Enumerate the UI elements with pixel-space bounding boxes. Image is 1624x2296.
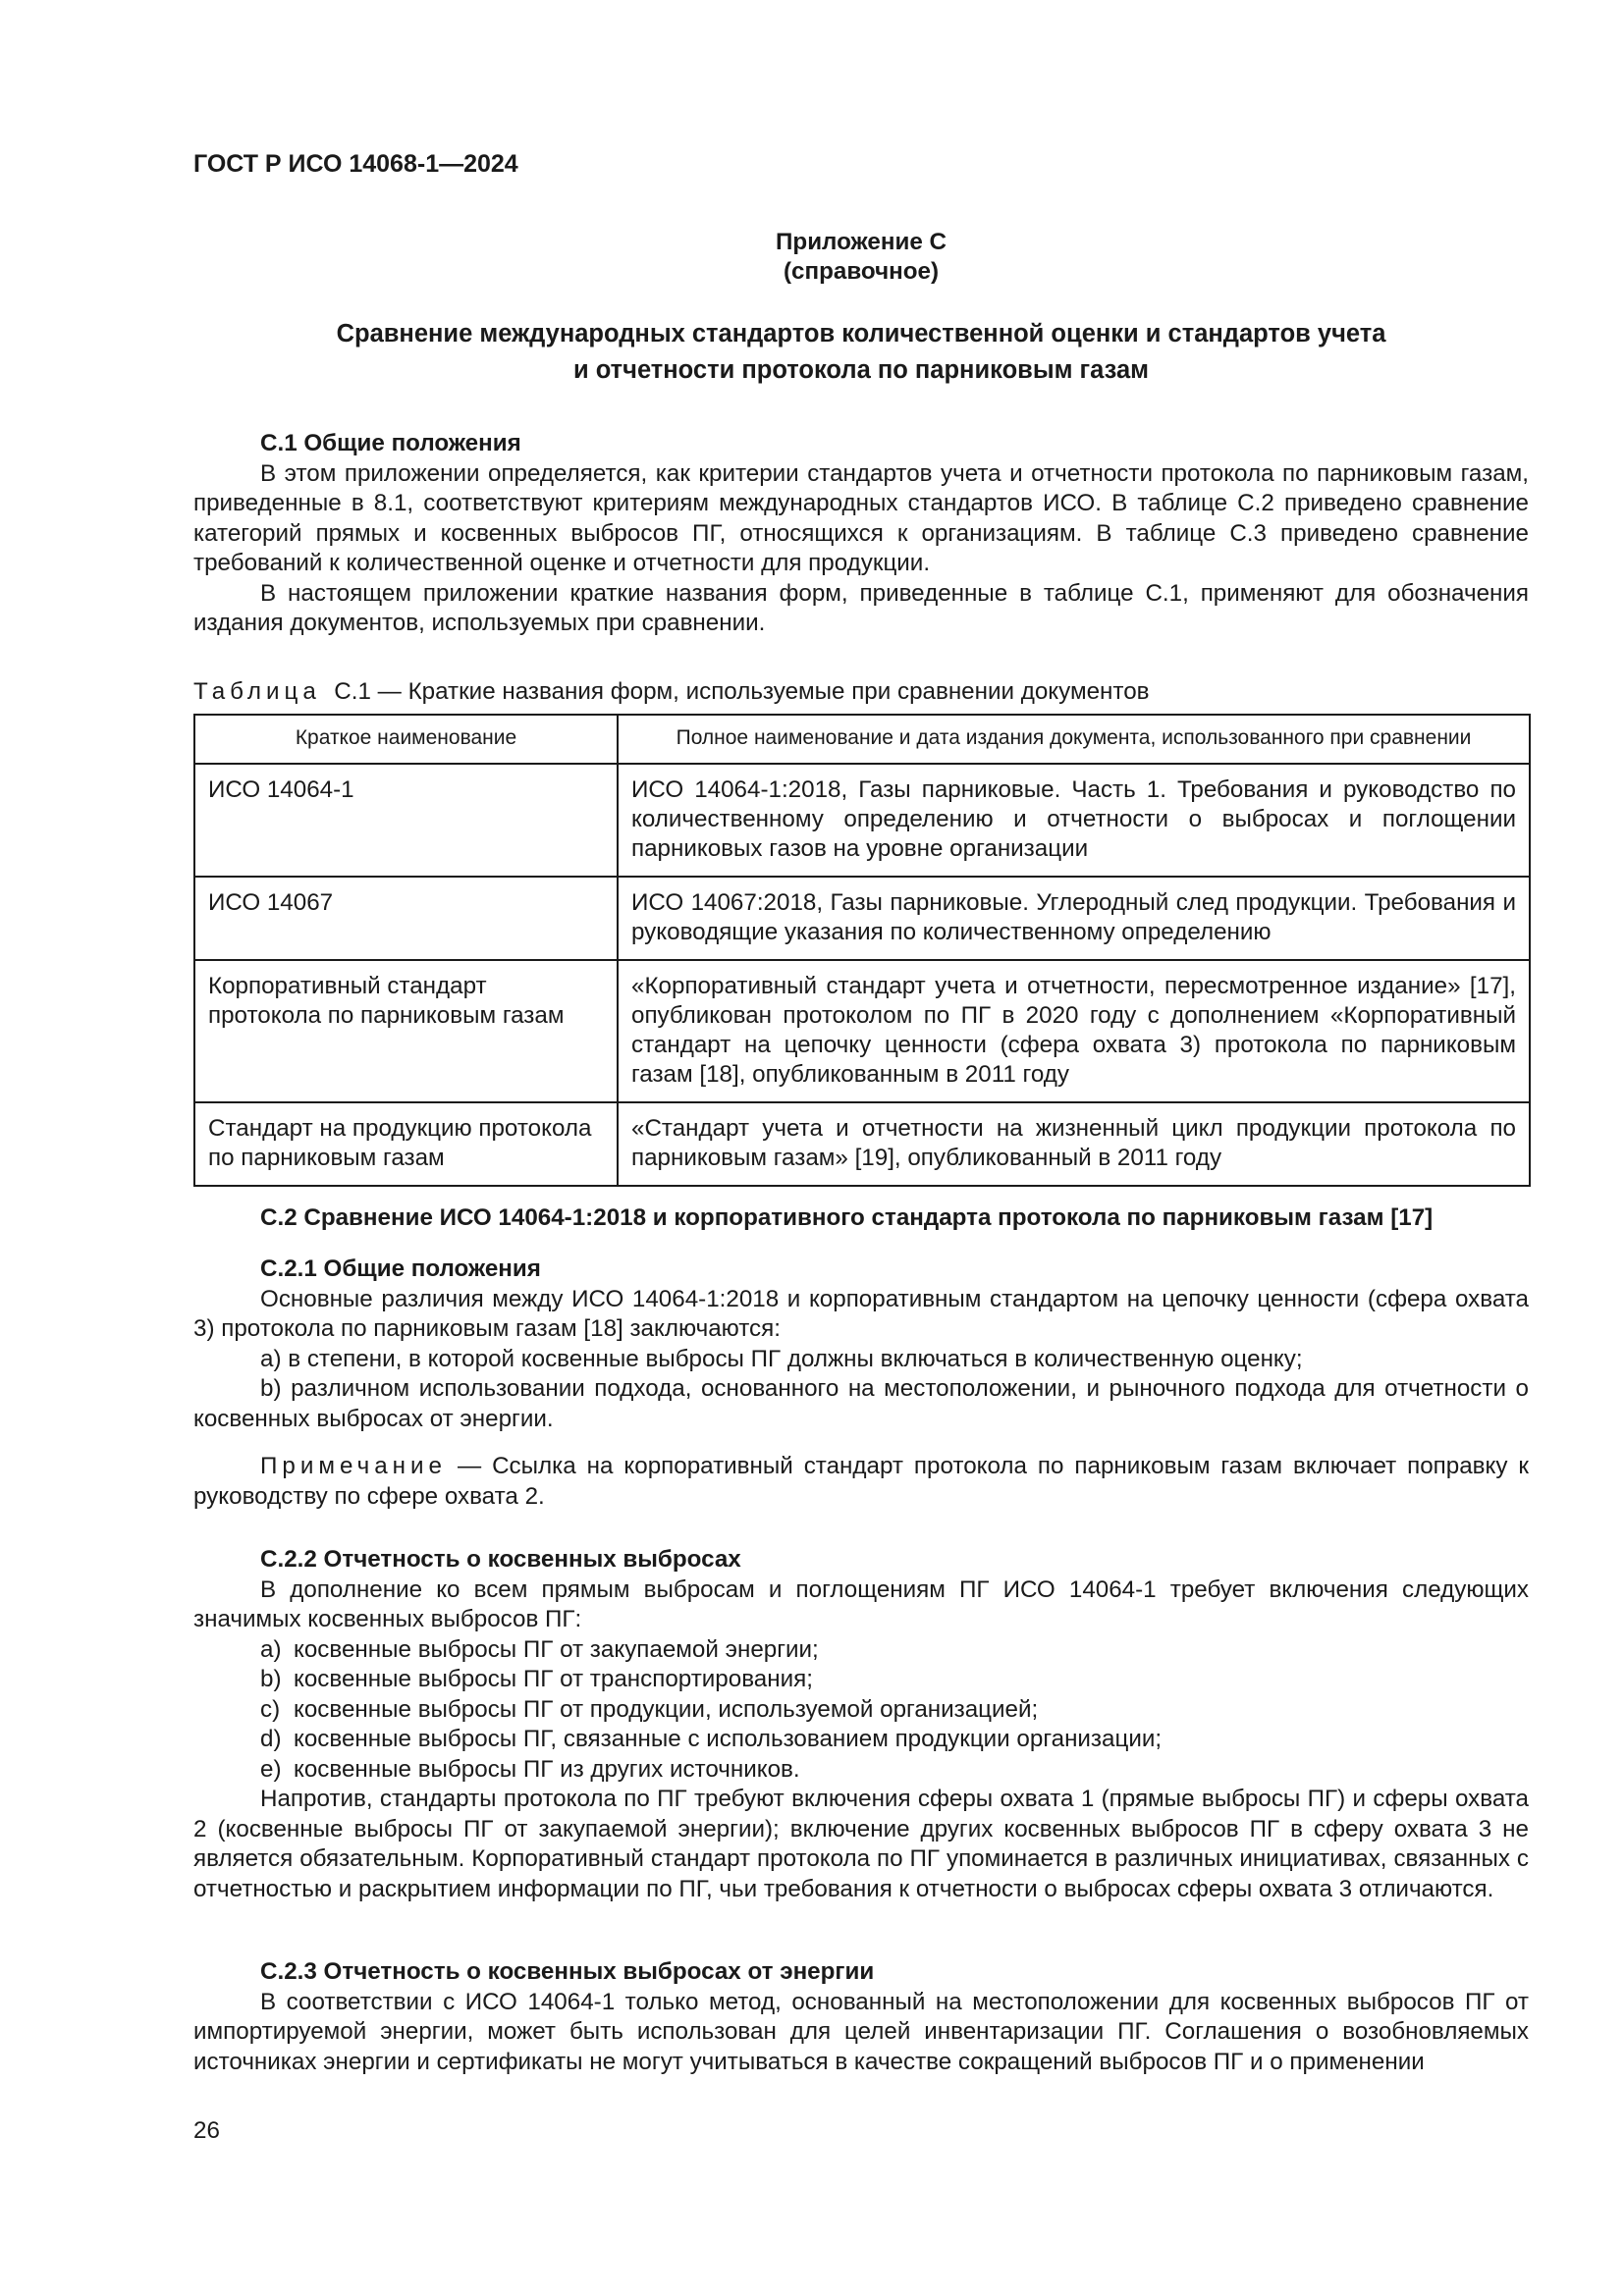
table-c1 bbox=[193, 714, 1531, 1187]
standard-header: ГОСТ Р ИСО 14068-1—2024 bbox=[193, 150, 518, 178]
main-title-line-2: и отчетности протокола по парниковым газам bbox=[572, 356, 1150, 384]
table-cell-short: ИСО 14067 bbox=[194, 877, 618, 960]
table-header-short-name: Краткое наименование bbox=[194, 715, 618, 764]
list-item bbox=[193, 1695, 1529, 1726]
page-number: 26 bbox=[193, 2117, 220, 2144]
section-c2-1-paragraph: Основные различия между ИСО 14064-1:2018 и корпоративным стандартом на цепочку ценности (сфера охвата 3) протокола по парниковым газам [18] заключаются: bbox=[193, 1285, 1529, 1342]
table-cell-full: ИСО 14067:2018, Газы парниковые. Углеродный след продукции. Требования и руководящие указания по количественному определению bbox=[618, 877, 1530, 960]
section-c2-2-paragraph: В дополнение ко всем прямым выбросам и поглощениям ПГ ИСО 14064-1 требует включения следующих значимых косвенных выбросов ПГ: bbox=[193, 1575, 1529, 1632]
section-c2-2-paragraph-2: Напротив, стандарты протокола по ПГ требуют включения сферы охвата 1 (прямые выбросы ПГ) и сферы охвата 2 (косвенные выбросы ПГ от закупаемой энергии); включение других косвенных выбросов ПГ в сферу охвата 3 не является обязательным. Корпоративный стандарт протокола по ПГ упоминается в различных инициативах, связанных с отчетностью и раскрытием информации по ПГ, чьи требования к отчетности о выбросах сферы охвата 3 отличаются. bbox=[193, 1786, 1529, 1902]
list-item bbox=[193, 1345, 1529, 1375]
list-item-label: d) bbox=[260, 1726, 282, 1752]
list-item-text: косвенные выбросы ПГ из других источников. bbox=[294, 1755, 800, 1783]
list-item bbox=[193, 1725, 1529, 1755]
list-item-label: a) bbox=[260, 1635, 282, 1663]
note bbox=[193, 1452, 1529, 1512]
list-item-text: косвенные выбросы ПГ от продукции, используемой организацией; bbox=[294, 1695, 1039, 1723]
note-text: — Ссылка на корпоративный стандарт протокола по парниковым газам включает поправку к руководству по сфере охвата 2. bbox=[193, 1453, 1529, 1510]
list-item-label: b) bbox=[260, 1666, 282, 1692]
table-header-full-name: Полное наименование и дата издания документа, использованного при сравнении bbox=[618, 715, 1530, 764]
list-item-label: e) bbox=[260, 1755, 282, 1783]
table-cell-full: «Стандарт учета и отчетности на жизненный цикл продукции протокола по парниковым газам» [19], опубликованный в 2011 году bbox=[618, 1102, 1530, 1186]
section-c2-2 bbox=[193, 1545, 1529, 1904]
table-cell-short: Корпоративный стандарт протокола по парниковым газам bbox=[194, 960, 618, 1102]
section-c1-paragraph-1: В этом приложении определяется, как критерии стандартов учета и отчетности протокола по парниковым газам, приведенные в 8.1, соответствуют критериям международных стандартов ИСО. В таблице С.2 приведено сравнение категорий прямых и косвенных выбросов ПГ, относящихся к организациям. В таблице С.3 приведено сравнение требований к количественной оценке и отчетности для продукции. bbox=[193, 459, 1529, 576]
table-cell-full: ИСО 14064-1:2018, Газы парниковые. Часть 1. Требования и руководство по количественному определению и отчетности о выбросах и поглощении парниковых газов на уровне организации bbox=[618, 764, 1530, 877]
table-caption-label: Таблица bbox=[193, 678, 321, 705]
section-c1-heading: С.1 Общие положения bbox=[260, 430, 521, 456]
section-c2-3 bbox=[193, 1957, 1529, 2077]
appendix-main-title bbox=[193, 316, 1529, 389]
table-header-row bbox=[194, 715, 1530, 764]
list-item bbox=[193, 1665, 1529, 1695]
list-item-text: различном использовании подхода, основанного на местоположении, и рыночного подхода для отчетности о косвенных выбросах от энергии. bbox=[193, 1375, 1529, 1432]
section-c2-3-heading: С.2.3 Отчетность о косвенных выбросах от энергии bbox=[260, 1958, 875, 1985]
section-c1-paragraph-2: В настоящем приложении краткие названия форм, приведенные в таблице С.1, применяют для обозначения издания документов, используемых при сравнении. bbox=[193, 579, 1529, 636]
table-c1-block bbox=[193, 677, 1529, 1187]
section-c2-1-heading: С.2.1 Общие положения bbox=[260, 1255, 541, 1282]
table-row bbox=[194, 877, 1530, 960]
list-item bbox=[193, 1374, 1529, 1434]
list-item-label: b) bbox=[260, 1375, 282, 1402]
table-cell-short: Стандарт на продукцию протокола по парниковым газам bbox=[194, 1102, 618, 1186]
appendix-type: (справочное) bbox=[784, 258, 939, 285]
list-item-text: косвенные выбросы ПГ, связанные с использованием продукции организации; bbox=[294, 1726, 1163, 1752]
appendix-title: Приложение С bbox=[776, 229, 947, 255]
table-row bbox=[194, 764, 1530, 877]
list-item-text: в степени, в которой косвенные выбросы ПГ должны включаться в количественную оценку; bbox=[288, 1345, 1303, 1372]
list-item-label: a) bbox=[260, 1345, 282, 1372]
main-title-line-1: Сравнение международных стандартов количественной оценки и стандартов учета bbox=[336, 320, 1386, 347]
section-c1 bbox=[193, 429, 1529, 639]
table-row bbox=[194, 960, 1530, 1102]
table-caption-text: С.1 — Краткие названия форм, используемые при сравнении документов bbox=[334, 678, 1150, 705]
section-c2-2-heading: С.2.2 Отчетность о косвенных выбросах bbox=[260, 1546, 741, 1573]
section-c2-3-paragraph: В соответствии с ИСО 14064-1 только метод, основанный на местоположении для косвенных выбросов ПГ от импортируемой энергии, может быть использован для целей инвентаризации ПГ. Соглашения о возобновляемых источниках энергии и сертификаты не могут учитываться в качестве сокращений выбросов ПГ и о применении bbox=[193, 1988, 1529, 2075]
list-item bbox=[193, 1635, 1529, 1666]
note-label: Примечание bbox=[260, 1453, 447, 1479]
section-c2-1 bbox=[193, 1255, 1529, 1512]
section-c2 bbox=[193, 1203, 1529, 1234]
list-item bbox=[193, 1755, 1529, 1786]
section-c2-heading: С.2 Сравнение ИСО 14064-1:2018 и корпоративного стандарта протокола по парниковым газам [17] bbox=[260, 1204, 1434, 1231]
table-c1-caption bbox=[193, 677, 1529, 708]
table-row bbox=[194, 1102, 1530, 1186]
list-item-label: c) bbox=[260, 1695, 281, 1723]
list-item-text: косвенные выбросы ПГ от транспортирования; bbox=[294, 1666, 813, 1692]
table-cell-full: «Корпоративный стандарт учета и отчетности, пересмотренное издание» [17], опубликован протоколом по ПГ в 2020 году с дополнением «Корпоративный стандарт на цепочку ценности (сфера охвата 3) протокола по парниковым газам [18], опубликованным в 2011 году bbox=[618, 960, 1530, 1102]
table-cell-short: ИСО 14064-1 bbox=[194, 764, 618, 877]
list-item-text: косвенные выбросы ПГ от закупаемой энергии; bbox=[294, 1635, 819, 1663]
